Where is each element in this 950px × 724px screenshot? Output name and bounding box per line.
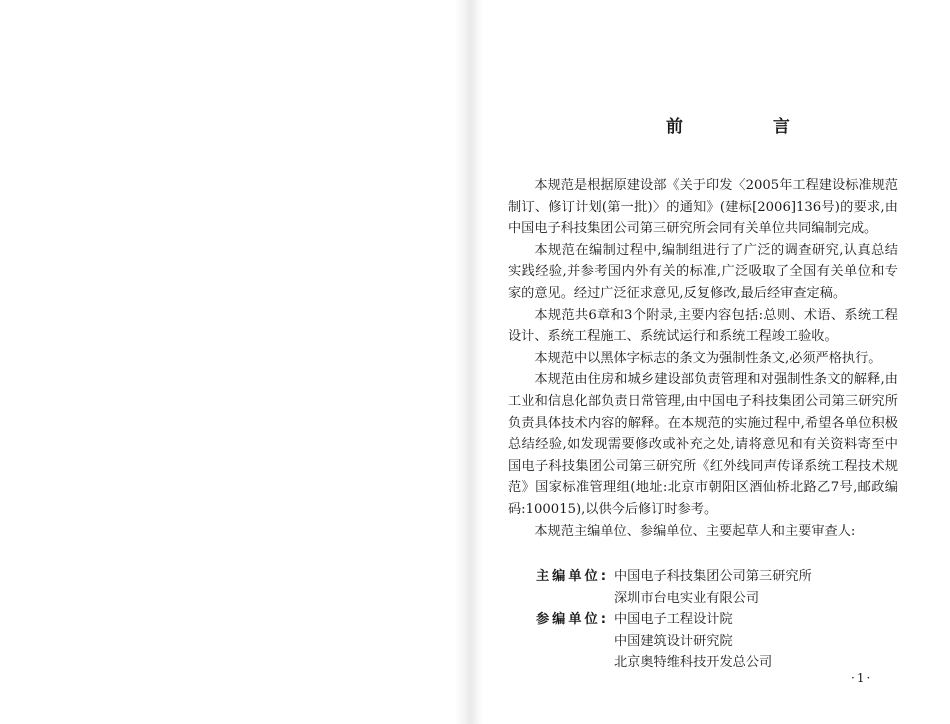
unit-row-participating-3 [508, 652, 898, 674]
unit-row-participating-2 [508, 631, 898, 653]
unit-value: 中国电子工程设计院 [614, 612, 733, 628]
paragraph: 本规范由住房和城乡建设部负责管理和对强制性条文的解释,由工业和信息化部负责日常管理,由中国电子科技集团公司第三研究所负责具体技术内容的解释。在本规范的实施过程中,希望各单位积极总结经验,如发现需要修改或补充之处,请将意见和有关资料寄至中国电子科技集团公司第三研究所《红外线同声传译系统工程技术规范》国家标准管理组(地址:北京市朝阳区酒仙桥北路乙7号,邮政编码:100015),以供今后修订时参考。 [508, 372, 898, 517]
unit-label-spacer [508, 631, 614, 653]
page-number: ·1· [851, 671, 873, 685]
page-title: 前 言 [666, 117, 832, 137]
unit-label-spacer [508, 652, 614, 674]
unit-row-chief-2 [508, 588, 898, 610]
unit-value: 中国建筑设计研究院 [614, 633, 733, 649]
paragraph: 本规范在编制过程中,编制组进行了广泛的调查研究,认真总结实践经验,并参考国内外有关的标准,广泛吸取了全国有关单位和专家的意见。经过广泛征求意见,反复修改,最后经审查定稿。 [508, 242, 898, 301]
preface-body [508, 175, 898, 542]
unit-value: 北京奥特维科技开发总公司 [614, 655, 773, 671]
unit-label-spacer [508, 588, 614, 610]
paragraph: 本规范共6章和3个附录,主要内容包括:总则、术语、系统工程设计、系统工程施工、系统试运行和系统工程竣工验收。 [508, 307, 898, 345]
unit-value: 中国电子科技集团公司第三研究所 [614, 569, 812, 584]
unit-label: 参编单位: [536, 612, 610, 628]
units-list [508, 566, 898, 674]
unit-row-chief [508, 566, 898, 588]
paragraph: 本规范主编单位、参编单位、主要起草人和主要审查人: [534, 523, 856, 539]
unit-label: 主编单位: [536, 569, 610, 584]
unit-value: 深圳市台电实业有限公司 [614, 590, 760, 606]
blank-left-page [0, 0, 462, 724]
paragraph: 本规范中以黑体字标志的条文为强制性条文,必须严格执行。 [534, 350, 882, 366]
unit-row-participating [508, 609, 898, 631]
paragraph: 本规范是根据原建设部《关于印发〈2005年工程建设标准规范制订、修订计划(第一批)〉的通知》(建标[2006]136号)的要求,由中国电子科技集团公司第三研究所会同有关单位共同编制完成。 [508, 178, 898, 237]
